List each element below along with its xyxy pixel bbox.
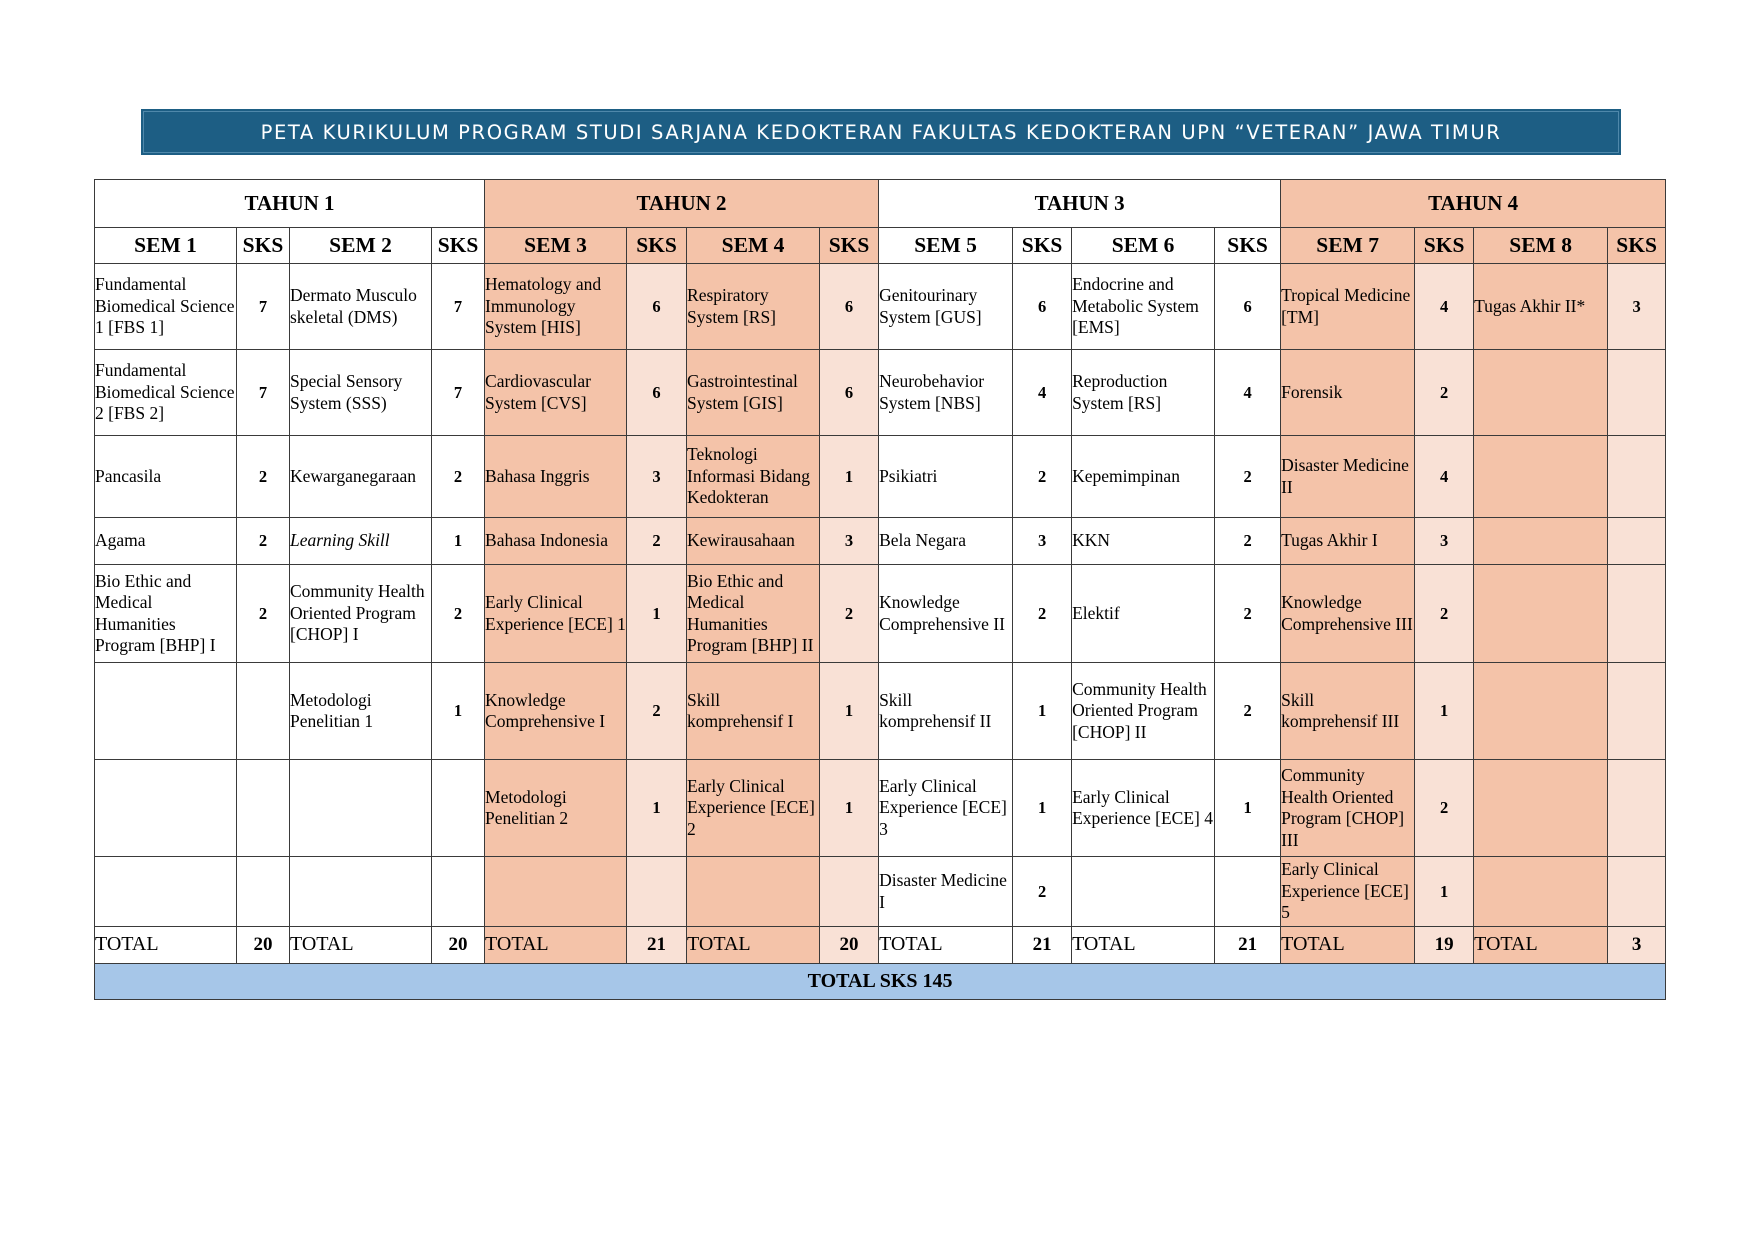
course-name-cell: Forensik bbox=[1281, 350, 1415, 436]
course-sks-cell: 2 bbox=[432, 565, 485, 663]
total-sks-value: 20 bbox=[432, 927, 485, 964]
course-name-cell: Dermato Musculo skeletal (DMS) bbox=[290, 264, 432, 350]
course-sks-cell: 7 bbox=[432, 264, 485, 350]
course-sks-cell bbox=[1608, 857, 1666, 927]
totals-row bbox=[95, 927, 1666, 964]
sks-header: SKS bbox=[1415, 228, 1474, 264]
course-row bbox=[95, 857, 1666, 927]
grand-total-row bbox=[95, 964, 1666, 1000]
course-sks-cell: 2 bbox=[1415, 760, 1474, 857]
course-sks-cell: 2 bbox=[1215, 663, 1281, 760]
course-sks-cell: 3 bbox=[1608, 264, 1666, 350]
year-header: TAHUN 4 bbox=[1281, 180, 1666, 228]
course-sks-cell bbox=[1608, 518, 1666, 565]
course-name-cell bbox=[1474, 857, 1608, 927]
course-name-cell: Bela Negara bbox=[879, 518, 1013, 565]
course-sks-cell: 1 bbox=[820, 663, 879, 760]
course-name-cell: Teknologi Informasi Bidang Kedokteran bbox=[687, 436, 820, 518]
curriculum-table bbox=[94, 179, 1666, 1000]
page-title: PETA KURIKULUM PROGRAM STUDI SARJANA KEDOKTERAN FAKULTAS KEDOKTERAN UPN “VETERAN” JAWA TIMUR bbox=[260, 120, 1502, 144]
course-name-cell: Kewirausahaan bbox=[687, 518, 820, 565]
course-name-cell: Tugas Akhir II* bbox=[1474, 264, 1608, 350]
course-sks-cell: 3 bbox=[820, 518, 879, 565]
course-sks-cell: 1 bbox=[432, 663, 485, 760]
course-name-cell: Psikiatri bbox=[879, 436, 1013, 518]
course-sks-cell: 2 bbox=[1415, 565, 1474, 663]
course-name-cell bbox=[1072, 857, 1215, 927]
course-name-cell bbox=[290, 760, 432, 857]
total-sks-value: 21 bbox=[1013, 927, 1072, 964]
course-sks-cell: 4 bbox=[1013, 350, 1072, 436]
course-sks-cell: 1 bbox=[1013, 663, 1072, 760]
semester-header: SEM 3 bbox=[485, 228, 627, 264]
course-row bbox=[95, 565, 1666, 663]
course-sks-cell: 1 bbox=[1415, 857, 1474, 927]
course-name-cell bbox=[290, 857, 432, 927]
course-sks-cell: 2 bbox=[1215, 436, 1281, 518]
course-sks-cell: 4 bbox=[1415, 264, 1474, 350]
semester-header: SEM 6 bbox=[1072, 228, 1215, 264]
sks-header: SKS bbox=[1215, 228, 1281, 264]
semester-header: SEM 8 bbox=[1474, 228, 1608, 264]
course-name-cell: Early Clinical Experience [ECE] 3 bbox=[879, 760, 1013, 857]
total-label: TOTAL bbox=[1072, 927, 1215, 964]
course-sks-cell: 2 bbox=[1415, 350, 1474, 436]
course-sks-cell: 1 bbox=[1415, 663, 1474, 760]
course-name-cell: Skill komprehensif II bbox=[879, 663, 1013, 760]
course-name-cell bbox=[1474, 565, 1608, 663]
sks-header: SKS bbox=[627, 228, 687, 264]
course-sks-cell bbox=[1215, 857, 1281, 927]
course-sks-cell: 3 bbox=[1013, 518, 1072, 565]
course-sks-cell bbox=[432, 760, 485, 857]
course-sks-cell: 2 bbox=[1013, 436, 1072, 518]
course-sks-cell: 6 bbox=[820, 264, 879, 350]
course-name-cell: Endocrine and Metabolic System [EMS] bbox=[1072, 264, 1215, 350]
course-name-cell: Fundamental Biomedical Science 2 [FBS 2] bbox=[95, 350, 237, 436]
course-name-cell: Early Clinical Experience [ECE] 5 bbox=[1281, 857, 1415, 927]
course-sks-cell bbox=[1608, 436, 1666, 518]
course-name-cell: Elektif bbox=[1072, 565, 1215, 663]
course-name-cell: Fundamental Biomedical Science 1 [FBS 1] bbox=[95, 264, 237, 350]
year-header: TAHUN 1 bbox=[95, 180, 485, 228]
course-sks-cell: 1 bbox=[820, 760, 879, 857]
course-sks-cell bbox=[237, 760, 290, 857]
course-name-cell: Cardiovascular System [CVS] bbox=[485, 350, 627, 436]
course-sks-cell: 3 bbox=[627, 436, 687, 518]
total-label: TOTAL bbox=[290, 927, 432, 964]
course-name-cell: Early Clinical Experience [ECE] 1 bbox=[485, 565, 627, 663]
course-sks-cell: 2 bbox=[237, 565, 290, 663]
total-sks-value: 20 bbox=[237, 927, 290, 964]
course-sks-cell: 1 bbox=[820, 436, 879, 518]
course-sks-cell: 2 bbox=[1215, 565, 1281, 663]
course-sks-cell: 1 bbox=[1215, 760, 1281, 857]
course-sks-cell: 2 bbox=[1013, 565, 1072, 663]
course-name-cell: Genitourinary System [GUS] bbox=[879, 264, 1013, 350]
course-sks-cell bbox=[1608, 350, 1666, 436]
sks-header: SKS bbox=[1013, 228, 1072, 264]
course-name-cell: Bahasa Inggris bbox=[485, 436, 627, 518]
course-sks-cell bbox=[432, 857, 485, 927]
course-sks-cell: 2 bbox=[432, 436, 485, 518]
course-name-cell: Learning Skill bbox=[290, 518, 432, 565]
course-row bbox=[95, 264, 1666, 350]
course-name-cell bbox=[95, 663, 237, 760]
course-name-cell: Metodologi Penelitian 1 bbox=[290, 663, 432, 760]
course-name-cell bbox=[1474, 760, 1608, 857]
course-name-cell: Tropical Medicine [TM] bbox=[1281, 264, 1415, 350]
semester-header: SEM 2 bbox=[290, 228, 432, 264]
course-sks-cell: 2 bbox=[1215, 518, 1281, 565]
course-sks-cell: 4 bbox=[1215, 350, 1281, 436]
course-sks-cell: 7 bbox=[432, 350, 485, 436]
total-label: TOTAL bbox=[1474, 927, 1608, 964]
course-name-cell: Bio Ethic and Medical Humanities Program [BHP] I bbox=[95, 565, 237, 663]
semester-header-row bbox=[95, 228, 1666, 264]
sks-header: SKS bbox=[820, 228, 879, 264]
course-name-cell: Neurobehavior System [NBS] bbox=[879, 350, 1013, 436]
course-name-cell: Skill komprehensif III bbox=[1281, 663, 1415, 760]
sks-header: SKS bbox=[432, 228, 485, 264]
year-header: TAHUN 2 bbox=[485, 180, 879, 228]
course-name-cell: Community Health Oriented Program [CHOP] III bbox=[1281, 760, 1415, 857]
course-name-cell: KKN bbox=[1072, 518, 1215, 565]
course-sks-cell: 2 bbox=[627, 663, 687, 760]
course-row bbox=[95, 760, 1666, 857]
course-name-cell bbox=[1474, 663, 1608, 760]
course-name-cell: Community Health Oriented Program [CHOP] I bbox=[290, 565, 432, 663]
course-name-cell: Disaster Medicine I bbox=[879, 857, 1013, 927]
semester-header: SEM 7 bbox=[1281, 228, 1415, 264]
course-name-cell: Knowledge Comprehensive II bbox=[879, 565, 1013, 663]
course-sks-cell: 4 bbox=[1415, 436, 1474, 518]
course-name-cell bbox=[95, 760, 237, 857]
sks-header: SKS bbox=[1608, 228, 1666, 264]
sks-header: SKS bbox=[237, 228, 290, 264]
year-header-row bbox=[95, 180, 1666, 228]
course-name-cell bbox=[95, 857, 237, 927]
course-name-cell: Hematology and Immunology System [HIS] bbox=[485, 264, 627, 350]
total-sks-value: 19 bbox=[1415, 927, 1474, 964]
course-sks-cell: 2 bbox=[627, 518, 687, 565]
semester-header: SEM 4 bbox=[687, 228, 820, 264]
course-name-cell: Gastrointestinal System [GIS] bbox=[687, 350, 820, 436]
course-sks-cell bbox=[627, 857, 687, 927]
course-sks-cell: 6 bbox=[627, 264, 687, 350]
course-sks-cell bbox=[1608, 663, 1666, 760]
course-name-cell: Bio Ethic and Medical Humanities Program [BHP] II bbox=[687, 565, 820, 663]
course-name-cell bbox=[1474, 518, 1608, 565]
course-sks-cell bbox=[1608, 565, 1666, 663]
course-name-cell: Reproduction System [RS] bbox=[1072, 350, 1215, 436]
course-name-cell: Disaster Medicine II bbox=[1281, 436, 1415, 518]
course-name-cell: Respiratory System [RS] bbox=[687, 264, 820, 350]
total-label: TOTAL bbox=[687, 927, 820, 964]
course-sks-cell: 2 bbox=[237, 518, 290, 565]
course-name-cell: Pancasila bbox=[95, 436, 237, 518]
total-label: TOTAL bbox=[95, 927, 237, 964]
course-row bbox=[95, 436, 1666, 518]
course-name-cell: Early Clinical Experience [ECE] 4 bbox=[1072, 760, 1215, 857]
course-sks-cell: 2 bbox=[237, 436, 290, 518]
course-sks-cell bbox=[820, 857, 879, 927]
course-row bbox=[95, 518, 1666, 565]
course-sks-cell: 7 bbox=[237, 264, 290, 350]
course-name-cell bbox=[485, 857, 627, 927]
course-name-cell: Skill komprehensif I bbox=[687, 663, 820, 760]
course-row bbox=[95, 663, 1666, 760]
course-name-cell: Tugas Akhir I bbox=[1281, 518, 1415, 565]
course-sks-cell: 1 bbox=[432, 518, 485, 565]
course-sks-cell bbox=[237, 857, 290, 927]
course-sks-cell: 1 bbox=[1013, 760, 1072, 857]
page-title-banner bbox=[141, 109, 1621, 155]
course-name-cell bbox=[1474, 350, 1608, 436]
semester-header: SEM 5 bbox=[879, 228, 1013, 264]
course-name-cell: Bahasa Indonesia bbox=[485, 518, 627, 565]
course-sks-cell: 1 bbox=[627, 565, 687, 663]
course-sks-cell bbox=[237, 663, 290, 760]
course-sks-cell: 7 bbox=[237, 350, 290, 436]
course-sks-cell: 2 bbox=[820, 565, 879, 663]
course-sks-cell: 6 bbox=[1013, 264, 1072, 350]
course-name-cell: Knowledge Comprehensive I bbox=[485, 663, 627, 760]
course-name-cell: Knowledge Comprehensive III bbox=[1281, 565, 1415, 663]
course-name-cell: Early Clinical Experience [ECE] 2 bbox=[687, 760, 820, 857]
course-name-cell bbox=[687, 857, 820, 927]
course-name-cell: Kepemimpinan bbox=[1072, 436, 1215, 518]
course-name-cell: Agama bbox=[95, 518, 237, 565]
total-sks-value: 21 bbox=[1215, 927, 1281, 964]
course-name-cell: Kewarganegaraan bbox=[290, 436, 432, 518]
total-sks-value: 3 bbox=[1608, 927, 1666, 964]
total-label: TOTAL bbox=[485, 927, 627, 964]
course-sks-cell: 6 bbox=[1215, 264, 1281, 350]
semester-header: SEM 1 bbox=[95, 228, 237, 264]
total-sks-value: 20 bbox=[820, 927, 879, 964]
total-sks-value: 21 bbox=[627, 927, 687, 964]
year-header: TAHUN 3 bbox=[879, 180, 1281, 228]
course-sks-cell: 6 bbox=[820, 350, 879, 436]
total-label: TOTAL bbox=[879, 927, 1013, 964]
course-name-cell: Metodologi Penelitian 2 bbox=[485, 760, 627, 857]
course-name-cell: Community Health Oriented Program [CHOP] II bbox=[1072, 663, 1215, 760]
course-sks-cell: 2 bbox=[1013, 857, 1072, 927]
course-sks-cell: 1 bbox=[627, 760, 687, 857]
total-label: TOTAL bbox=[1281, 927, 1415, 964]
course-name-cell: Special Sensory System (SSS) bbox=[290, 350, 432, 436]
grand-total: TOTAL SKS 145 bbox=[95, 964, 1666, 1000]
course-sks-cell: 6 bbox=[627, 350, 687, 436]
course-row bbox=[95, 350, 1666, 436]
course-sks-cell bbox=[1608, 760, 1666, 857]
course-sks-cell: 3 bbox=[1415, 518, 1474, 565]
course-name-cell bbox=[1474, 436, 1608, 518]
